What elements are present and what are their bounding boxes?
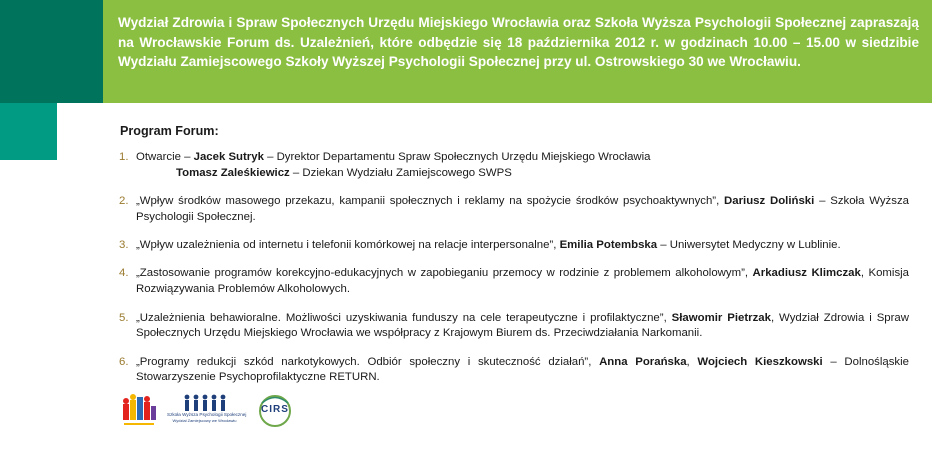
speaker-name: Dariusz Doliński	[724, 195, 815, 208]
item-text: „Zastosowanie programów korekcyjno-edukacyjnych w zapobieganiu przemocy w rodzinie z problemem alkoholowym”,	[136, 267, 753, 280]
item-number: 5.	[119, 311, 129, 324]
decor-square-white	[57, 103, 103, 160]
speaker-name: Jacek Sutryk	[193, 151, 264, 163]
speaker-affiliation: – Dyrektor Departamentu Spraw Społecznych Urzędu Miejskiego Wrocławia	[263, 151, 651, 163]
item-number: 4.	[119, 267, 129, 280]
program-item-6	[119, 355, 909, 387]
swps-figures-icon	[167, 394, 242, 412]
item-number: 3.	[119, 239, 129, 252]
item-number: 2.	[119, 195, 129, 208]
item-number: 6.	[119, 355, 129, 368]
program-item-2	[119, 194, 909, 226]
item-text: „Wpływ środków masowego przekazu, kampanii społecznych i reklamy na spożycie środków psychoaktywnych”,	[136, 195, 725, 208]
speaker-name: Wojciech Kieszkowski	[697, 355, 823, 368]
swps-logo-line1: Szkoła Wyższa Psychologii Społecznej	[167, 412, 247, 417]
program-list	[119, 150, 909, 399]
program-item-5	[119, 311, 909, 343]
speaker-affiliation: – Szkoła Wyższa Psychologii Społecznej.	[136, 195, 909, 223]
swps-logo	[167, 394, 247, 434]
speaker-name: Arkadiusz Klimczak	[752, 267, 861, 280]
swps-logo-line2: Wydział Zamiejscowy we Wrocławiu	[172, 418, 237, 423]
speaker-name: Sławomir Pietrzak	[671, 311, 771, 324]
speaker-affiliation: , Komisja Rozwiązywania Problemów Alkoholowych.	[136, 267, 909, 296]
speaker-name: Anna Porańska	[599, 355, 687, 368]
item-number: 1.	[119, 151, 129, 163]
city-logo-icon	[120, 394, 158, 428]
program-title: Program Forum:	[120, 124, 219, 138]
item-text: „Wpływ uzależnienia od internetu i telefonii komórkowej na relacje interpersonalne”,	[136, 239, 560, 252]
speaker-affiliation: – Uniwersytet Medyczny w Lublinie.	[657, 239, 841, 252]
item-text: „Programy redukcji szkód narkotykowych. Odbiór społeczny i skuteczność działań”,	[136, 355, 600, 368]
program-item-4	[119, 266, 909, 298]
speaker-affiliation: – Dolnośląskie Stowarzyszenie Psychoprofilaktyczne RETURN.	[136, 355, 909, 384]
cirs-logo	[252, 394, 298, 428]
decor-square-teal	[0, 103, 57, 160]
item-text: „Uzależnienia behawioralne. Możliwości uzyskiwania funduszy na cele terapeutyczne i profilaktyczne”,	[136, 311, 672, 324]
cirs-logo-text: CIRS	[261, 404, 289, 415]
item-text: Otwarcie –	[136, 151, 194, 163]
speaker-affiliation: – Dziekan Wydziału Zamiejscowego SWPS	[289, 166, 512, 179]
logos-row	[120, 394, 320, 440]
speaker-affiliation: , Wydział Zdrowia i Spraw Społecznych Urzędu Miejskiego Wrocławia we współpracy z Krajowym Biurem ds. Przeciwdziałania Narkomanii.	[136, 311, 909, 340]
banner-invitation-text: Wydział Zdrowia i Spraw Społecznych Urzędu Miejskiego Wrocławia oraz Szkoła Wyższa Psychologii Społecznej zapraszają na Wrocławskie Forum ds. Uzależnień, które odbędzie się 18 października 2012 r. w godzinach 10.00 – 15.00 w siedzibie Wydziału Zamiejscowego Szkoły Wyższej Psychologii Społecznej przy ul. Ostrowskiego 30 we Wrocławiu.	[118, 15, 919, 70]
speaker-name: Emilia Potembska	[559, 239, 658, 252]
program-item-1	[119, 150, 909, 182]
name-separator: ,	[686, 355, 698, 368]
item-second-line	[136, 166, 909, 182]
speaker-name: Tomasz Zaleśkiewicz	[176, 166, 290, 179]
decor-square-dark	[0, 0, 103, 103]
program-item-3	[119, 238, 909, 254]
